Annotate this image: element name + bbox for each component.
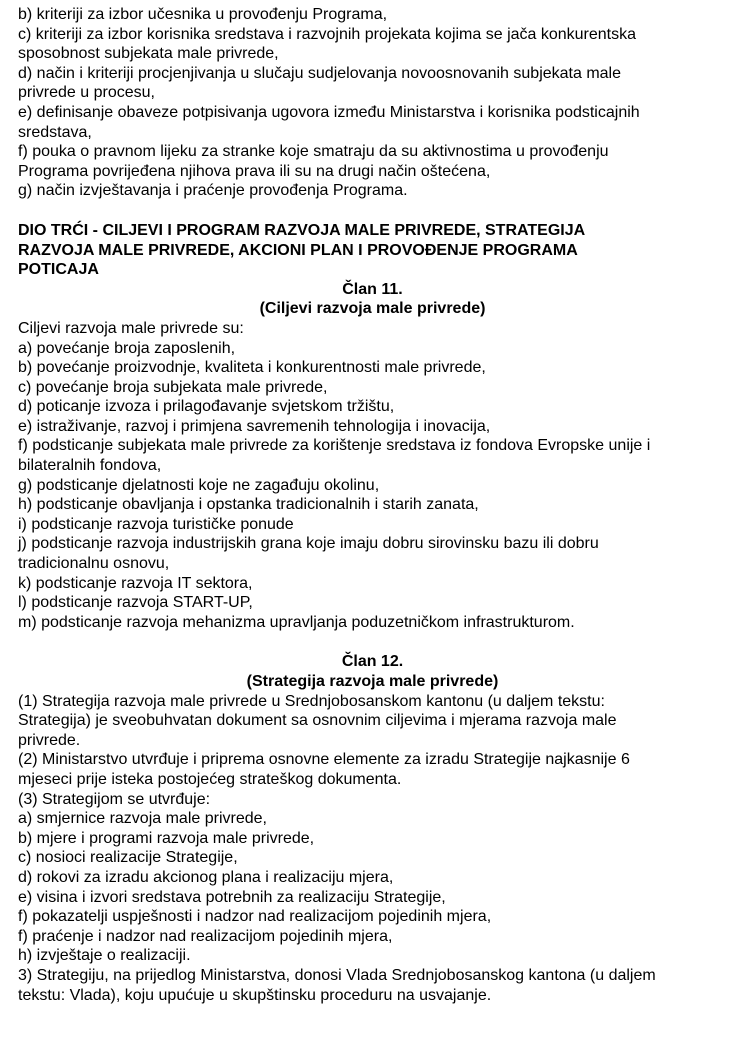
list-item: (1) Strategija razvoja male privrede u Srednjobosanskom kantonu (u daljem tekstu: <box>18 692 605 710</box>
list-item: g) način izvještavanja i praćenje provođenja Programa. <box>18 182 408 200</box>
list-item: g) podsticanje djelatnosti koje ne zagađuju okolinu, <box>18 476 380 494</box>
list-item: f) pokazatelji uspješnosti i nadzor nad realizacijom pojedinih mjera, <box>18 908 492 926</box>
list-item: b) mjere i programi razvoja male privrede, <box>18 829 315 847</box>
list-item: m) podsticanje razvoja mehanizma upravljanja poduzetničkom infrastrukturom. <box>18 613 575 631</box>
list-item: e) istraživanje, razvoj i primjena savremenih tehnologija i inovacija, <box>18 417 491 435</box>
list-item: sposobnost subjekata male privrede, <box>18 45 279 63</box>
list-item: k) podsticanje razvoja IT sektora, <box>18 574 253 592</box>
list-item: tradicionalnu osnovu, <box>18 555 170 573</box>
list-item: f) praćenje i nadzor nad realizacijom pojedinih mjera, <box>18 927 393 945</box>
article-subtitle: (Strategija razvoja male privrede) <box>246 673 499 690</box>
article-title: Član 11. <box>342 280 403 298</box>
list-item: e) visina i izvori sredstava potrebnih za realizaciju Strategije, <box>18 888 446 906</box>
list-item: l) podsticanje razvoja START-UP, <box>18 594 253 612</box>
list-item: privrede u procesu, <box>18 84 155 102</box>
list-item: bilateralnih fondova, <box>18 457 162 475</box>
part-heading-line: POTICAJA <box>18 261 99 279</box>
article-12 <box>18 652 727 1005</box>
list-item: h) izvještaje o realizaciji. <box>18 947 191 965</box>
list-item: b) povećanje proizvodnje, kvaliteta i konkurentnosti male privrede, <box>18 359 486 377</box>
list-item: e) definisanje obaveze potpisivanja ugovora između Ministarstva i korisnika podsticajnih <box>18 103 640 121</box>
part-heading <box>18 221 727 280</box>
list-item: j) podsticanje razvoja industrijskih grana koje imaju dobru sirovinsku bazu ili dobru <box>18 535 599 553</box>
part-heading-line: RAZVOJA MALE PRIVREDE, AKCIONI PLAN I PROVOĐENJE PROGRAMA <box>18 241 578 259</box>
list-item: 3) Strategiju, na prijedlog Ministarstva, donosi Vlada Srednjobosanskog kantona (u daljem <box>18 966 656 984</box>
list-item: f) pouka o pravnom lijeku za stranke koje smatraju da su aktivnostima u provođenju <box>18 143 609 161</box>
list-item: sredstava, <box>18 123 92 141</box>
list-item: f) podsticanje subjekata male privrede za korištenje sredstava iz fondova Evropske unije i <box>18 437 651 455</box>
list-item: Strategija) je sveobuhvatan dokument sa osnovnim ciljevima i mjerama razvoja male <box>18 712 617 730</box>
article-title: Član 12. <box>341 653 404 671</box>
list-item: (2) Ministarstvo utvrđuje i priprema osnovne elemente za izradu Strategije najkasnije 6 <box>18 751 630 769</box>
list-item: (3) Strategijom se utvrđuje: <box>18 790 211 808</box>
list-item: c) kriteriji za izbor korisnika sredstava i razvojnih projekata kojima se jača konkurentska <box>18 25 637 43</box>
article-11 <box>18 280 727 633</box>
list-item: c) povećanje broja subjekata male privrede, <box>18 378 328 396</box>
list-item: privrede. <box>18 731 81 749</box>
list-item: d) način i kriteriji procjenjivanja u slučaju sudjelovanja novoosnovanih subjekata male <box>18 64 622 82</box>
list-item: d) rokovi za izradu akcionog plana i realizaciju mjera, <box>18 868 394 886</box>
list-item: Programa povrijeđena njihova prava ili su na drugi način oštećena, <box>18 162 491 180</box>
list-item: Ciljevi razvoja male privrede su: <box>18 319 244 337</box>
list-item: i) podsticanje razvoja turističke ponude <box>18 515 294 533</box>
list-item: d) poticanje izvoza i prilagođavanje svjetskom tržištu, <box>18 398 395 416</box>
list-item: tekstu: Vlada), koju upućuje u skupštinsku proceduru na usvajanje. <box>18 986 492 1004</box>
intro-list <box>18 5 727 201</box>
list-item: a) povećanje broja zaposlenih, <box>18 339 236 357</box>
list-item: h) podsticanje obavljanja i opstanka tradicionalnih i starih zanata, <box>18 496 479 514</box>
list-item: b) kriteriji za izbor učesnika u provođenju Programa, <box>18 6 388 23</box>
part-heading-line: DIO TRĆI - CILJEVI I PROGRAM RAZVOJA MALE PRIVREDE, STRATEGIJA <box>18 221 586 239</box>
spacer <box>18 201 727 221</box>
article-subtitle: (Ciljevi razvoja male privrede) <box>259 300 486 318</box>
spacer <box>18 632 727 652</box>
list-item: c) nosioci realizacije Strategije, <box>18 849 238 867</box>
list-item: mjeseci prije isteka postojećeg strateškog dokumenta. <box>18 770 402 788</box>
list-item: a) smjernice razvoja male privrede, <box>18 810 267 828</box>
